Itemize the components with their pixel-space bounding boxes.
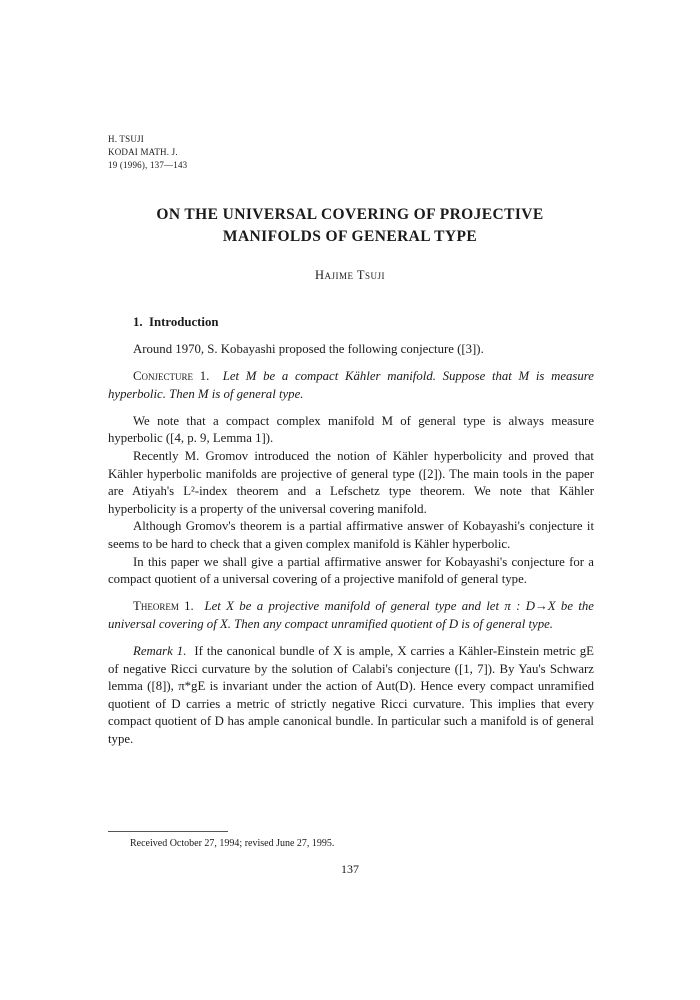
header-volume: 19 (1996), 137—143 [108, 160, 188, 170]
conjecture-text: Let M be a compact Kähler manifold. Suppose that M is measure hyperbolic. Then M is of general type. [108, 369, 594, 401]
header-journal: KODAI MATH. J. [108, 147, 178, 157]
footnote-rule [108, 831, 228, 832]
paper-body [108, 310, 594, 749]
section-number: 1. [133, 315, 143, 329]
remark-text: If the canonical bundle of X is ample, X carries a Kähler-Einstein metric gE of negative Ricci curvature by the solution of Calabi's conjecture ([1, 7]). By Yau's Schwarz lemma ([8]), π*gE is invariant under the action of Aut(D). Hence every compact unramified quotient of D carries a metric of strictly negative Ricci curvature. This implies that every compact quotient of D has ample canonical bundle. In particular such a manifold is of general type. [108, 644, 595, 746]
gromov-paragraph: Recently M. Gromov introduced the notion of Kähler hyperbolicity and proved that Kähler hyperbolic manifolds are projective of general type ([2]). The main tools in the paper are Atiyah's L²-index theorem and a Lefschetz type theorem. We note that Kähler hyperbolicity is a property of the universal covering manifold. [108, 449, 594, 516]
paper-title [0, 204, 700, 248]
theorem-block [108, 598, 594, 633]
page-number: 137 [341, 862, 359, 876]
title-line-2: MANIFOLDS OF GENERAL TYPE [222, 228, 478, 245]
section-title: Introduction [149, 315, 219, 329]
although-paragraph: Although Gromov's theorem is a partial affirmative answer of Kobayashi's conjecture it seems to be hard to check that a given complex manifold is Kähler hyperbolic. [108, 519, 594, 552]
note-paragraph: We note that a compact complex manifold M of general type is always measure hyperbolic ([4, p. 9, Lemma 1]). [108, 413, 594, 446]
footnote: Received October 27, 1994; revised June 27, 1995. [130, 838, 335, 849]
in-this-paper-paragraph: In this paper we shall give a partial affirmative answer for Kobayashi's conjecture for a compact quotient of a universal covering of a projective manifold of general type. [108, 554, 594, 587]
journal-header [108, 133, 187, 172]
paper-author: Hajime Tsuji [314, 268, 386, 282]
section-heading [133, 314, 594, 332]
intro-paragraph: Around 1970, S. Kobayashi proposed the following conjecture ([3]). [133, 342, 484, 357]
title-line-1: ON THE UNIVERSAL COVERING OF PROJECTIVE [156, 206, 544, 223]
remark-label: Remark 1. [133, 644, 187, 658]
theorem-text: Let X be a projective manifold of general type and let π : D→X be the universal covering of X. Then any compact unramified quotient of D is of general type. [108, 599, 594, 631]
conjecture-label: Conjecture 1. [133, 369, 210, 384]
conjecture-block [108, 368, 594, 403]
remark-block [108, 643, 594, 749]
header-author: H. TSUJI [108, 134, 144, 144]
theorem-label: Theorem 1. [133, 599, 194, 614]
